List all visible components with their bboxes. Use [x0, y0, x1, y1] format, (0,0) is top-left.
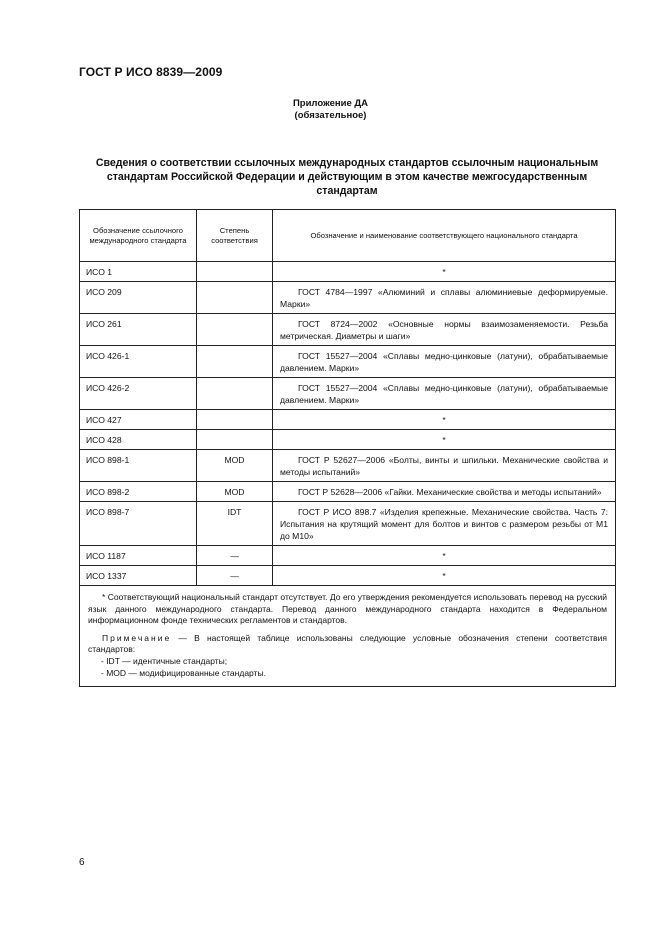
intl-standard-cell: ИСО 209 — [80, 282, 197, 314]
table-row — [80, 378, 616, 410]
table-row — [80, 410, 616, 430]
national-standard-cell: * — [273, 546, 616, 566]
table-row — [80, 566, 616, 586]
degree-cell: IDT — [197, 502, 273, 546]
degree-cell — [197, 314, 273, 346]
national-standard-text: ГОСТ Р ИСО 898.7 «Изделия крепежные. Механические свойства. Часть 7: Испытания на крутящий момент для болтов и винтов с размером резьбы от М1 до М10» — [280, 507, 608, 541]
note-label: Примечание — [102, 632, 172, 643]
national-standard-cell — [273, 450, 616, 482]
national-standard-cell: * — [273, 410, 616, 430]
table-row — [80, 450, 616, 482]
table-row — [80, 546, 616, 566]
degree-cell: — — [197, 546, 273, 566]
degree-cell — [197, 430, 273, 450]
intl-standard-cell: ИСО 1187 — [80, 546, 197, 566]
national-standard-cell — [273, 482, 616, 502]
table-header-row — [80, 210, 616, 262]
intl-standard-cell: ИСО 427 — [80, 410, 197, 430]
intl-standard-cell: ИСО 1337 — [80, 566, 197, 586]
note-text: — В настоящей таблице использованы следующие условные обозначения степени соответствия стандартов: — [88, 632, 607, 655]
annex-heading — [0, 98, 661, 122]
table-row — [80, 282, 616, 314]
national-standard-text: ГОСТ Р 52628—2006 «Гайки. Механические свойства и методы испытаний» — [298, 487, 602, 497]
section-title: Сведения о соответствии ссылочных международных стандартов ссылочным национальным стандартам Российской Федерации и действующим в этом качестве межгосударственным стандартам — [95, 157, 599, 197]
intl-standard-cell: ИСО 898-1 — [80, 450, 197, 482]
national-standard-text: ГОСТ 15527—2004 «Сплавы медно-цинковые (латуни), обрабатываемые давлением. Марки» — [280, 383, 608, 405]
table-row — [80, 346, 616, 378]
table-footer-row — [80, 586, 616, 687]
footnote: * Соответствующий национальный стандарт отсутствует. До его утверждения рекомендуется использовать перевод на русский язык данного международного стандарта. Перевод данного международного стандарта находится в Федеральном информационном фонде технических регламентов и стандартов. — [88, 592, 607, 626]
national-standard-cell: * — [273, 566, 616, 586]
document-code-header: ГОСТ Р ИСО 8839—2009 — [79, 65, 223, 79]
note — [88, 633, 607, 656]
degree-cell — [197, 378, 273, 410]
national-standard-cell — [273, 282, 616, 314]
national-standard-cell — [273, 378, 616, 410]
standards-correspondence-table — [79, 209, 616, 687]
annex-subtitle: (обязательное) — [294, 110, 367, 121]
intl-standard-cell: ИСО 426-2 — [80, 378, 197, 410]
header-international-standard: Обозначение ссылочного международного стандарта — [80, 210, 197, 262]
header-degree-of-conformity: Степень соответствия — [197, 210, 273, 262]
degree-cell: — — [197, 566, 273, 586]
note-item-mod: - MOD — модифицированные стандарты. — [101, 667, 266, 678]
national-standard-text: ГОСТ 15527—2004 «Сплавы медно-цинковые (латуни), обрабатываемые давлением. Марки» — [280, 351, 608, 373]
national-standard-text: ГОСТ Р 52627—2006 «Болты, винты и шпильки. Механические свойства и методы испытаний» — [280, 455, 608, 477]
intl-standard-cell: ИСО 426-1 — [80, 346, 197, 378]
intl-standard-cell: ИСО 261 — [80, 314, 197, 346]
table-row — [80, 430, 616, 450]
degree-cell — [197, 262, 273, 282]
national-standard-cell: * — [273, 430, 616, 450]
national-standard-cell — [273, 314, 616, 346]
table-row — [80, 502, 616, 546]
table-footer — [80, 586, 616, 687]
table-row — [80, 482, 616, 502]
national-standard-text: ГОСТ 8724—2002 «Основные нормы взаимозаменяемости. Резьба метрическая. Диаметры и шаги» — [280, 319, 608, 341]
page-number: 6 — [79, 857, 85, 868]
table-row — [80, 314, 616, 346]
annex-title: Приложение ДА — [292, 98, 369, 109]
degree-cell — [197, 410, 273, 430]
intl-standard-cell: ИСО 898-7 — [80, 502, 197, 546]
national-standard-text: ГОСТ 4784—1997 «Алюминий и сплавы алюминиевые деформируемые. Марки» — [280, 287, 608, 309]
degree-cell — [197, 346, 273, 378]
national-standard-cell — [273, 346, 616, 378]
header-national-standard: Обозначение и наименование соответствующего национального стандарта — [273, 210, 616, 262]
national-standard-cell: * — [273, 262, 616, 282]
intl-standard-cell: ИСО 1 — [80, 262, 197, 282]
intl-standard-cell: ИСО 428 — [80, 430, 197, 450]
note-item-idt: - IDT — идентичные стандарты; — [101, 655, 228, 666]
degree-cell: MOD — [197, 450, 273, 482]
degree-cell: MOD — [197, 482, 273, 502]
table-row — [80, 262, 616, 282]
degree-cell — [197, 282, 273, 314]
intl-standard-cell: ИСО 898-2 — [80, 482, 197, 502]
national-standard-cell — [273, 502, 616, 546]
